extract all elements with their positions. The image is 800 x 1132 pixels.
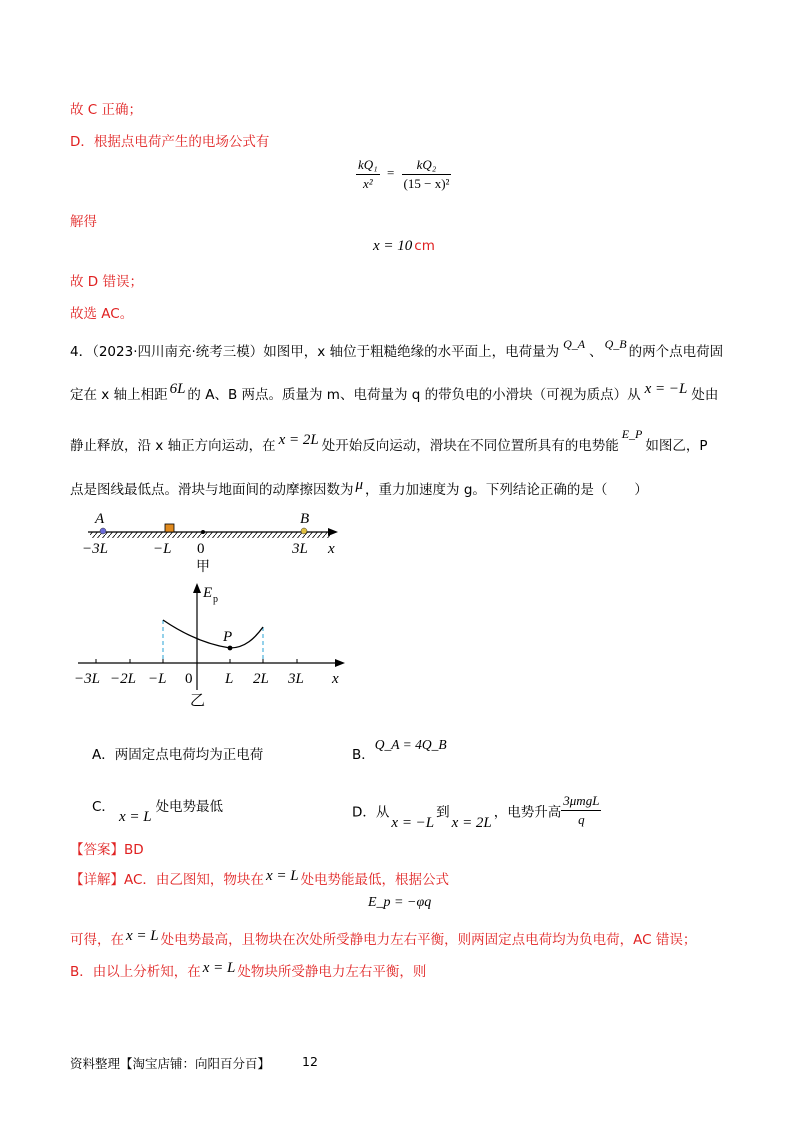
y-axis-arrow: [193, 583, 201, 593]
tick-negl: −L: [153, 541, 172, 557]
answer-line: 【答案】BD: [70, 842, 144, 858]
line-solve: 解得: [70, 214, 97, 230]
question-line-4: 点是图线最低点。滑块与地面间的动摩擦因数为 μ ，重力加速度为 g。下列结论正确的是（ ）: [70, 477, 648, 498]
tick-0: 0: [197, 541, 205, 557]
tick-l: L: [225, 671, 234, 687]
x-axis-arrow: [328, 528, 338, 536]
tick-3l: 3L: [288, 671, 304, 687]
ground-hatching: [90, 532, 330, 538]
option-d: D．从x = −L到x = 2L，电势升高 $\frac{\text{3μmgL}}{q}$: [352, 793, 600, 831]
point-p-dot: [228, 646, 233, 651]
slider-block: [165, 524, 174, 532]
y-label-sub: p: [213, 594, 218, 605]
option-a: A．两固定点电荷均为正电荷: [92, 747, 264, 763]
tick-3l: 3L: [292, 541, 308, 557]
detail-line-3: B．由以上分析知，在 x = L 处物块所受静电力左右平衡，则: [70, 960, 427, 980]
tick-negl: −L: [148, 671, 167, 687]
line-choose: 故选 AC。: [70, 306, 134, 322]
line-c-correct: 故 C 正确；: [70, 102, 143, 118]
label-a: A: [95, 511, 105, 527]
tick-0: 0: [185, 671, 193, 687]
detail-line-1: 【详解】AC．由乙图知，物块在 x = L 处电势能最低，根据公式: [70, 868, 450, 888]
y-label: E: [203, 585, 213, 601]
tick-neg3l: −3L: [74, 671, 100, 687]
axis-label-x: x: [328, 541, 335, 557]
equation-field-balance: $\frac{\text{kQ₁}}{\text{x²}}$ = $\frac{\text{kQ₂}}{\text{(15 − x)²}}$: [358, 157, 450, 191]
axis-label-x: x: [332, 671, 339, 687]
tick-neg2l: −2L: [110, 671, 136, 687]
origin-dot: [201, 530, 205, 534]
question-line-2: 定在 x 轴上相距 6L 的 A、B 两点。质量为 m、电荷量为 q 的带负电的小滑块（可视为质点）从 x = −L 处由: [70, 381, 719, 403]
footer-text: 资料整理【淘宝店铺：向阳百分百】: [70, 1056, 271, 1071]
line-d-wrong: 故 D 错误；: [70, 274, 143, 290]
figure-jia: [70, 505, 360, 585]
figure-yi: [70, 575, 360, 715]
energy-curve: [163, 620, 263, 648]
option-b: B．Q_A = 4Q_B: [352, 737, 447, 763]
detail-line-2: 可得，在 x = L 处电势最高，且物块在次处所受静电力左右平衡，则两固定点电荷均为负电荷，AC 错误；: [70, 928, 697, 948]
caption-yi: 乙: [190, 693, 206, 709]
question-line-3: 静止释放，沿 x 轴正方向运动，在 x = 2L 处开始反向运动，滑块在不同位置所具有的电势能E_P如图乙，P: [70, 427, 708, 454]
line-d-intro: D．根据点电荷产生的电场公式有: [70, 134, 270, 150]
equation-x-result: x = 10 cm: [373, 238, 435, 254]
tick-2l: 2L: [253, 671, 269, 687]
option-c: C．x = L处电势最低: [92, 799, 224, 825]
x-axis-arrow: [335, 659, 345, 667]
tick-neg3l: −3L: [82, 541, 108, 557]
question-line-1: 4．（2023·四川南充·统考三模）如图甲，x 轴位于粗糙绝缘的水平面上，电荷量为 Q_A 、 Q_B 的两个点电荷固: [70, 337, 724, 360]
page-number: 12: [302, 1054, 318, 1069]
equation-potential-energy: E_p = −φq: [368, 895, 432, 910]
charge-a-dot: [100, 528, 106, 534]
caption-jia: 甲: [196, 560, 210, 575]
charge-b-dot: [301, 528, 307, 534]
label-b: B: [300, 511, 310, 527]
label-p: P: [223, 629, 233, 645]
